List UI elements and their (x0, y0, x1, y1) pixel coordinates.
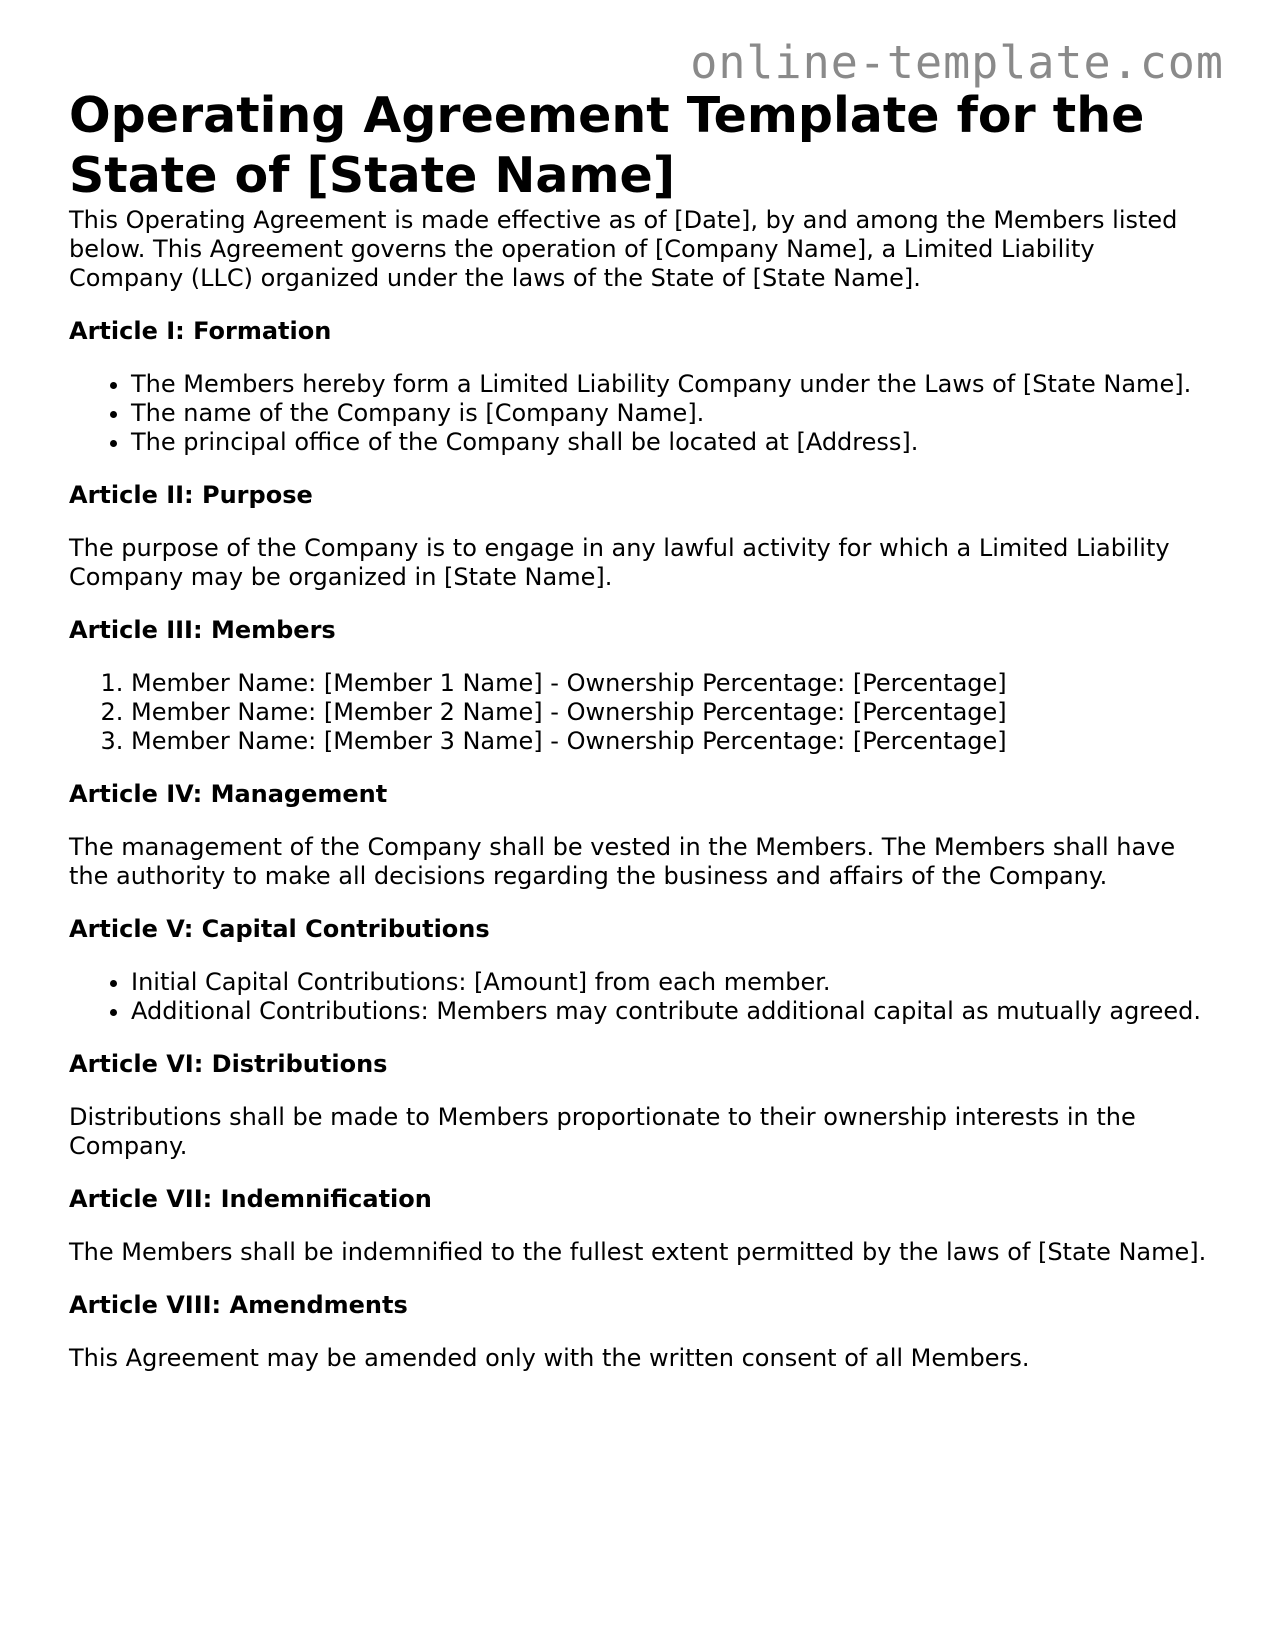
article-heading: Article VI: Distributions (69, 1050, 388, 1078)
list-item: • Initial Capital Contributions: [Amount] from each member. (131, 968, 1209, 997)
article-text: Distributions shall be made to Members proportionate to their ownership interests in the Company. (69, 1103, 1136, 1160)
article-text: The Members shall be indemnified to the fullest extent permitted by the laws of [State Name]. (69, 1238, 1207, 1266)
article-purpose (69, 481, 1209, 592)
article-formation (69, 317, 1209, 457)
page-title: Operating Agreement Template for the State of [State Name] (69, 87, 1145, 204)
article-amendments (69, 1291, 1209, 1373)
article-text: This Agreement may be amended only with the written consent of all Members. (69, 1344, 1030, 1372)
article-heading: Article III: Members (69, 616, 336, 644)
article-distributions (69, 1050, 1209, 1161)
article-management (69, 780, 1209, 891)
article-indemnification (69, 1185, 1209, 1267)
article-heading: Article IV: Management (69, 780, 388, 808)
list-item: 3. Member Name: [Member 3 Name] - Ownership Percentage: [Percentage] (131, 727, 1209, 756)
list-item: • Additional Contributions: Members may contribute additional capital as mutually agreed. (131, 997, 1209, 1026)
article-heading: Article II: Purpose (69, 481, 313, 509)
members-list (69, 669, 1209, 756)
capital-list (69, 968, 1209, 1026)
watermark: online-template.com (690, 36, 1224, 89)
article-capital-contributions (69, 915, 1209, 1026)
article-heading: Article I: Formation (69, 317, 332, 345)
list-item: 2. Member Name: [Member 2 Name] - Ownership Percentage: [Percentage] (131, 698, 1209, 727)
article-members (69, 616, 1209, 756)
list-item: 1. Member Name: [Member 1 Name] - Ownership Percentage: [Percentage] (131, 669, 1209, 698)
list-item: • The name of the Company is [Company Name]. (131, 399, 1209, 428)
formation-list (69, 370, 1209, 457)
intro-paragraph: This Operating Agreement is made effective as of [Date], by and among the Members listed below. This Agreement governs the operation of [Company Name], a Limited Liability Company (LLC) organized under the laws of the State of [State Name]. (69, 206, 1178, 292)
article-text: The purpose of the Company is to engage in any lawful activity for which a Limited Liability Company may be organized in [State Name]. (69, 534, 1170, 591)
article-text: The management of the Company shall be vested in the Members. The Members shall have the authority to make all decisions regarding the business and affairs of the Company. (69, 833, 1176, 890)
article-heading: Article VII: Indemnification (69, 1185, 432, 1213)
article-heading: Article V: Capital Contributions (69, 915, 490, 943)
list-item: • The principal office of the Company shall be located at [Address]. (131, 428, 1209, 457)
article-heading: Article VIII: Amendments (69, 1291, 408, 1319)
list-item: • The Members hereby form a Limited Liability Company under the Laws of [State Name]. (131, 370, 1209, 399)
document-page (69, 86, 1209, 1373)
